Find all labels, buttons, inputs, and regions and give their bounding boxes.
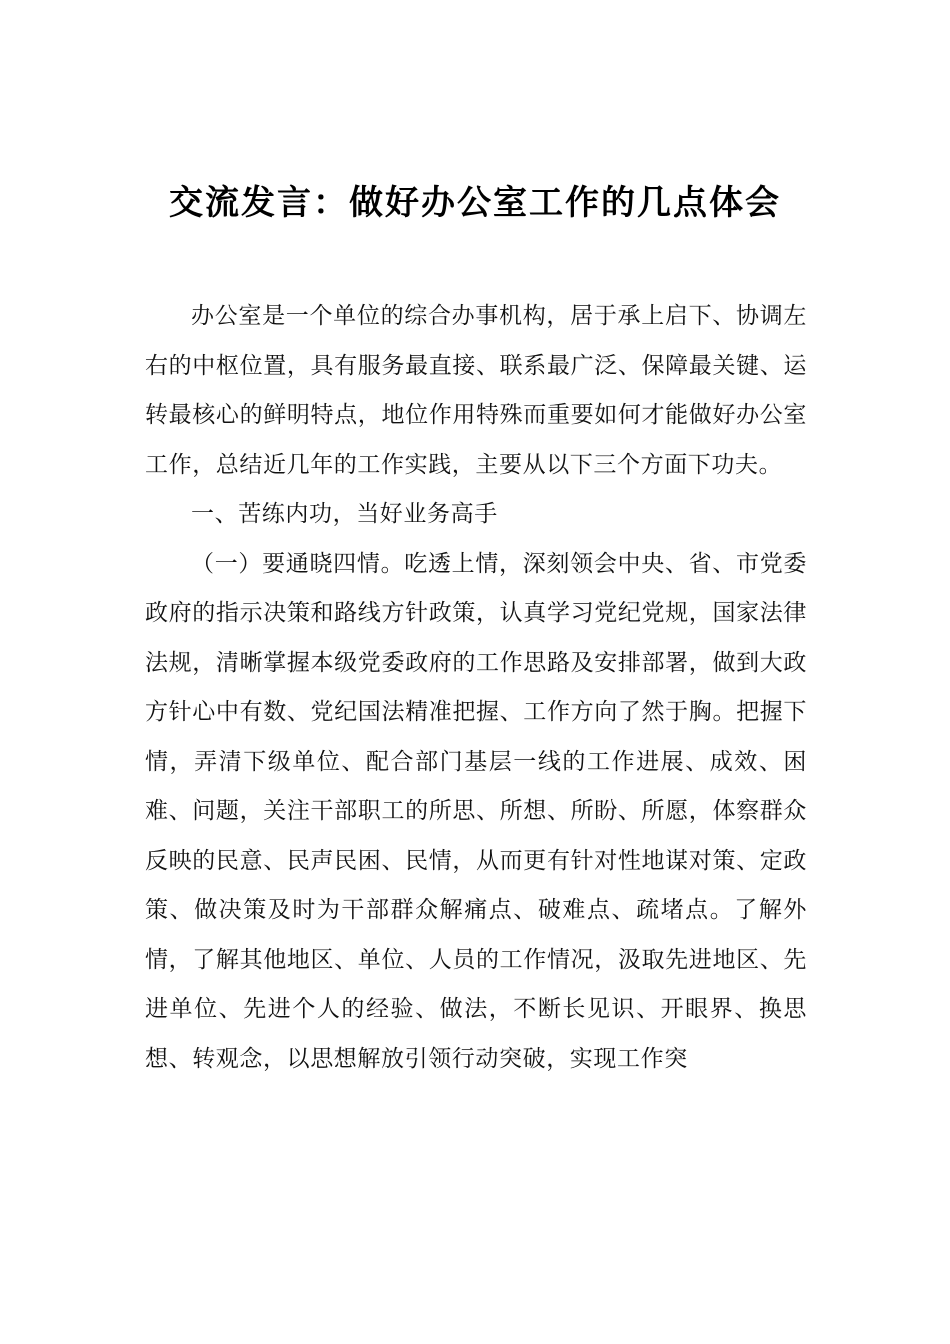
paragraph-four-situations: （一）要通晓四情。吃透上情，深刻领会中央、省、市党委政府的指示决策和路线方针政策，认真学习党纪党规，国家法律法规，清晰掌握本级党委政府的工作思路及安排部署，做到大政方针心中有数、党纪国法精准把握、工作方向了然于胸。把握下情，弄清下级单位、配合部门基层一线的工作进展、成效、困难、问题，关注干部职工的所思、所想、所盼、所愿，体察群众反映的民意、民声民困、民情，从而更有针对性地谋对策、定政策、做决策及时为干部群众解痛点、破难点、疏堵点。了解外情，了解其他地区、单位、人员的工作情况，汲取先进地区、先进单位、先进个人的经验、做法，不断长见识、开眼界、换思想、转观念，以思想解放引领行动突破，实现工作突 [145,550,807,1072]
section-heading-1: 一、苦练内功，当好业务高手 [191,501,498,527]
paragraph-intro: 办公室是一个单位的综合办事机构，居于承上启下、协调左右的中枢位置，具有服务最直接、联系最广泛、保障最关键、运转最核心的鲜明特点，地位作用特殊而重要如何才能做好办公室工作，总结近几年的工作实践，主要从以下三个方面下功夫。 [145,303,807,478]
document-body [145,292,807,1084]
document-title: 交流发言：做好办公室工作的几点体会 [169,182,781,223]
